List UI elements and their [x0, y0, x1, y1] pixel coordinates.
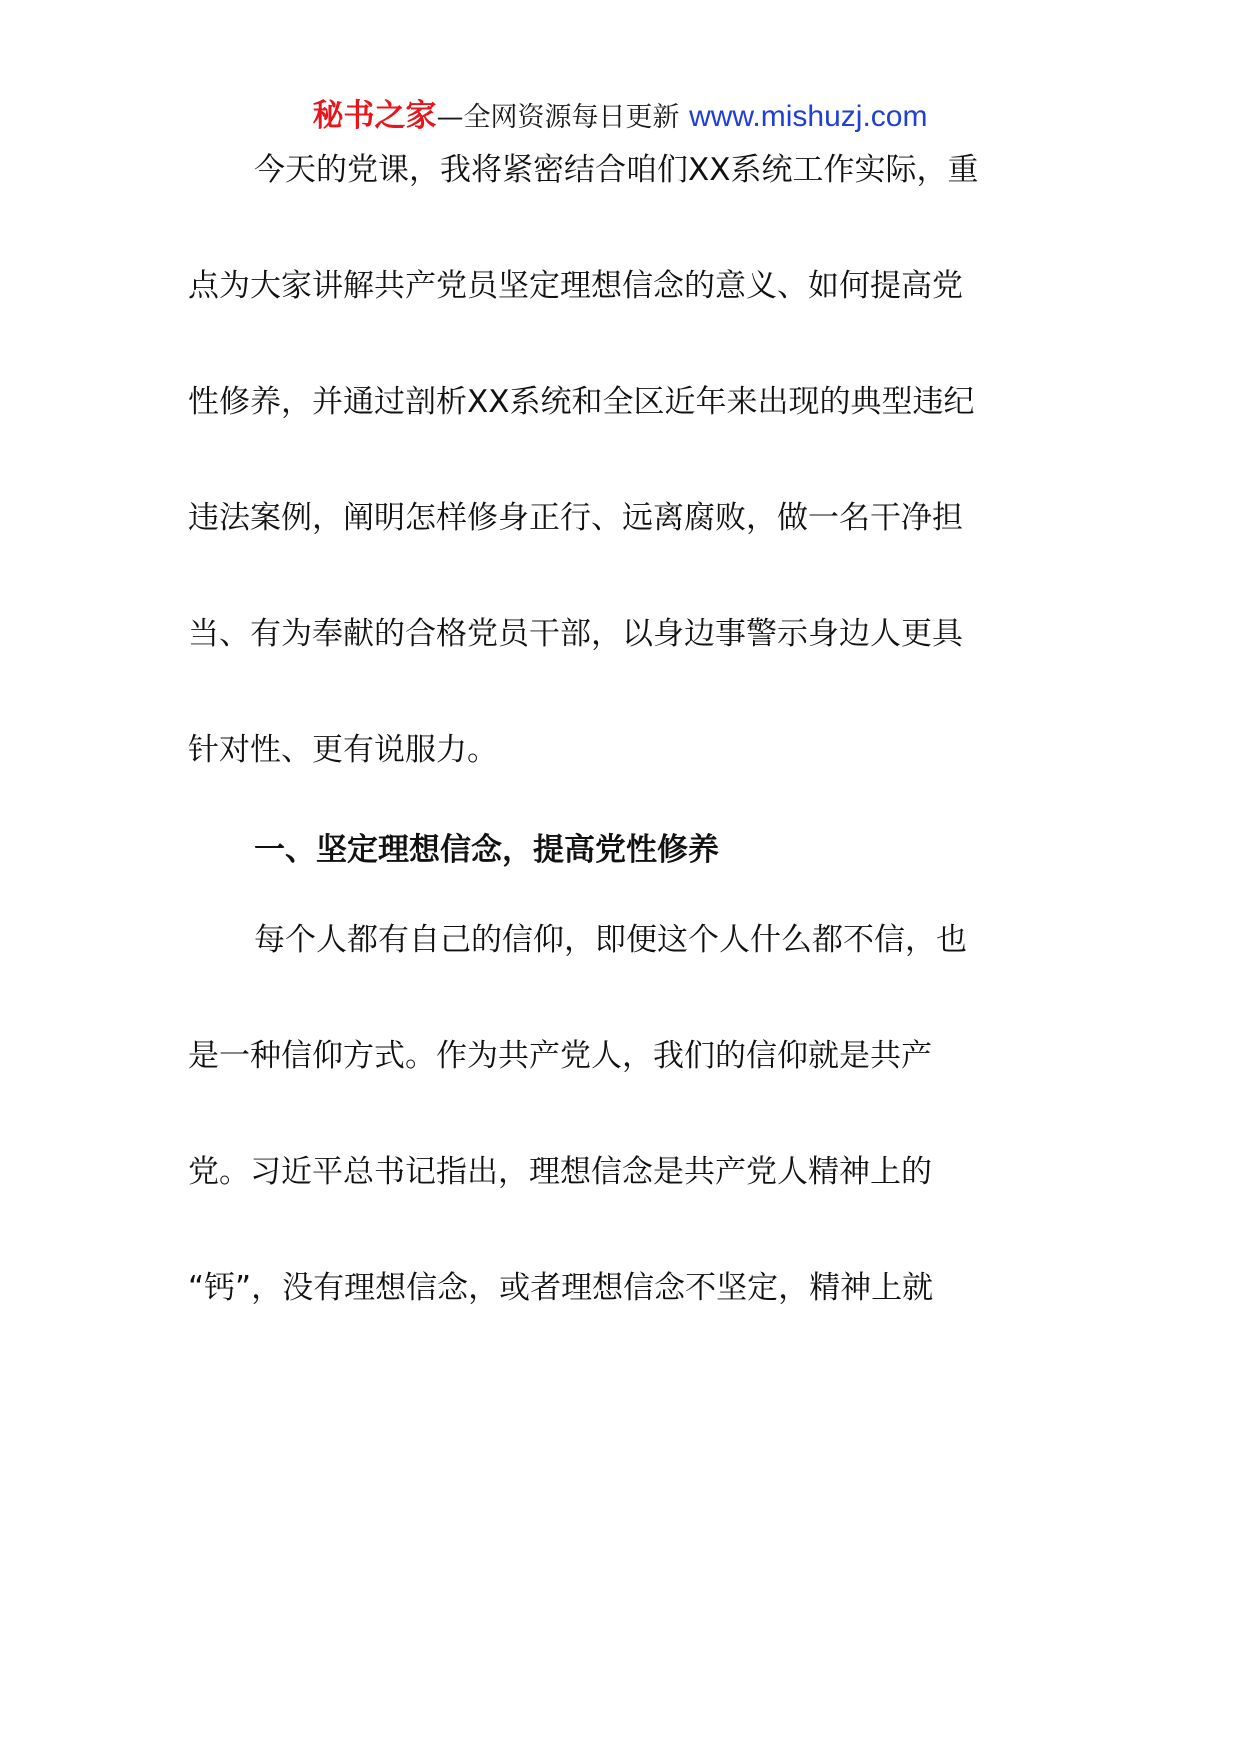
header-url-link[interactable]: www.mishuzj.com — [689, 100, 928, 133]
paragraph-line: 今天的党课，我将紧密结合咱们XX系统工作实际，重 — [254, 152, 979, 188]
paragraph-line: 当、有为奉献的合格党员干部，以身边事警示身边人更具 — [188, 616, 963, 652]
paragraph-line: 点为大家讲解共产党员坚定理想信念的意义、如何提高党 — [188, 268, 963, 304]
header-tagline: —全网资源每日更新 — [436, 102, 680, 133]
document-header — [0, 96, 1240, 138]
paragraph-line: “钙”，没有理想信念，或者理想信念不坚定，精神上就 — [188, 1270, 934, 1306]
paragraph-line: 党。习近平总书记指出，理想信念是共产党人精神上的 — [188, 1154, 932, 1190]
paragraph-line: 每个人都有自己的信仰，即便这个人什么都不信，也 — [254, 922, 967, 958]
brand-name: 秘书之家 — [312, 98, 437, 134]
paragraph-line: 性修养，并通过剖析XX系统和全区近年来出现的典型违纪 — [188, 384, 975, 420]
paragraph-line: 针对性、更有说服力。 — [188, 732, 498, 768]
section-heading: 一、坚定理想信念，提高党性修养 — [254, 832, 719, 868]
paragraph-line: 是一种信仰方式。作为共产党人，我们的信仰就是共产 — [188, 1038, 932, 1074]
paragraph-line: 违法案例，阐明怎样修身正行、远离腐败，做一名干净担 — [188, 500, 963, 536]
